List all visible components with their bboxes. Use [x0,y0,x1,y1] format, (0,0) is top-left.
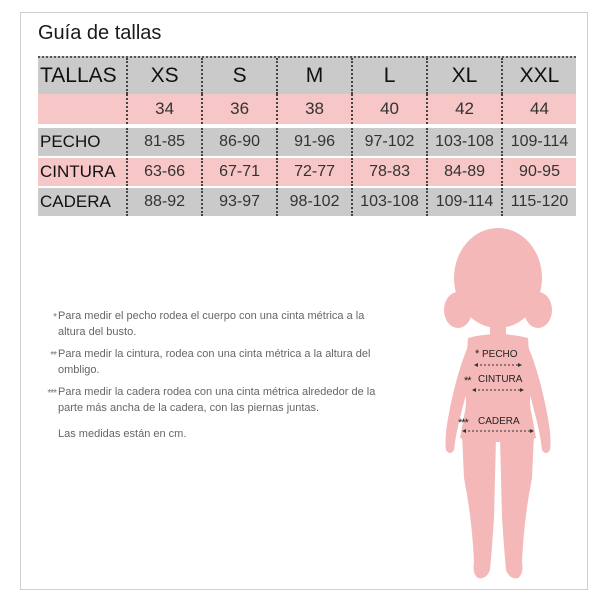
table-cell: 109-114 [426,188,501,216]
chest-label: PECHO [482,349,518,360]
table-row-cadera [38,188,576,216]
row-label: CADERA [40,192,111,211]
waist-label: CINTURA [478,374,523,385]
size-header: XXL [501,58,576,94]
asterisk-marker: * [53,312,56,323]
size-number: 44 [501,94,576,124]
size-number: 40 [351,94,426,124]
table-cell: 84-89 [426,158,501,186]
size-header: XS [126,58,201,94]
size-header: L [351,58,426,94]
row-label: CINTURA [40,162,116,181]
table-cell: 72-77 [276,158,351,186]
size-header: XL [426,58,501,94]
table-cell: 115-120 [501,188,576,216]
asterisk-marker: *** [47,388,56,399]
girl-silhouette-icon [428,218,568,582]
table-row-pecho [38,128,576,156]
table-cell: 98-102 [276,188,351,216]
table-header-row [38,56,576,94]
table-cell: 103-108 [351,188,426,216]
size-number: 42 [426,94,501,124]
table-cell: 63-66 [126,158,201,186]
asterisk-marker: ** [50,350,56,361]
waist-marker: ** [464,375,471,387]
size-table [38,56,576,218]
table-cell: 93-97 [201,188,276,216]
page-title: Guía de tallas [38,22,162,44]
table-cell: 103-108 [426,128,501,156]
header-label: TALLAS [40,64,117,87]
size-number: 34 [126,94,201,124]
table-cell: 88-92 [126,188,201,216]
table-cell: 97-102 [351,128,426,156]
size-header: S [201,58,276,94]
table-cell: 67-71 [201,158,276,186]
table-cell: 86-90 [201,128,276,156]
body-figure [428,218,568,582]
chest-marker: * [475,348,479,360]
note-hip [38,384,388,416]
note-waist [38,346,388,378]
size-number: 38 [276,94,351,124]
note-text: Para medir la cintura, rodea con una cinta métrica a la altura del ombligo. [58,348,371,376]
size-header: M [276,58,351,94]
note-text: Para medir el pecho rodea el cuerpo con una cinta métrica a la altura del busto. [58,310,365,338]
table-row-cintura [38,158,576,186]
hip-label: CADERA [478,416,520,427]
table-cell: 78-83 [351,158,426,186]
table-cell: 91-96 [276,128,351,156]
row-label: PECHO [40,132,101,151]
table-cell: 109-114 [501,128,576,156]
size-number-row [38,94,576,124]
table-cell: 90-95 [501,158,576,186]
note-text: Para medir la cadera rodea con una cinta métrica alrededor de la parte más ancha de la cadera, con las piernas juntas. [58,386,376,414]
hip-marker: *** [458,417,468,429]
size-number: 36 [201,94,276,124]
note-chest [38,308,388,340]
empty-label [38,94,126,124]
table-cell: 81-85 [126,128,201,156]
units-note: Las medidas están en cm. [58,428,187,440]
measurement-notes [38,308,388,448]
